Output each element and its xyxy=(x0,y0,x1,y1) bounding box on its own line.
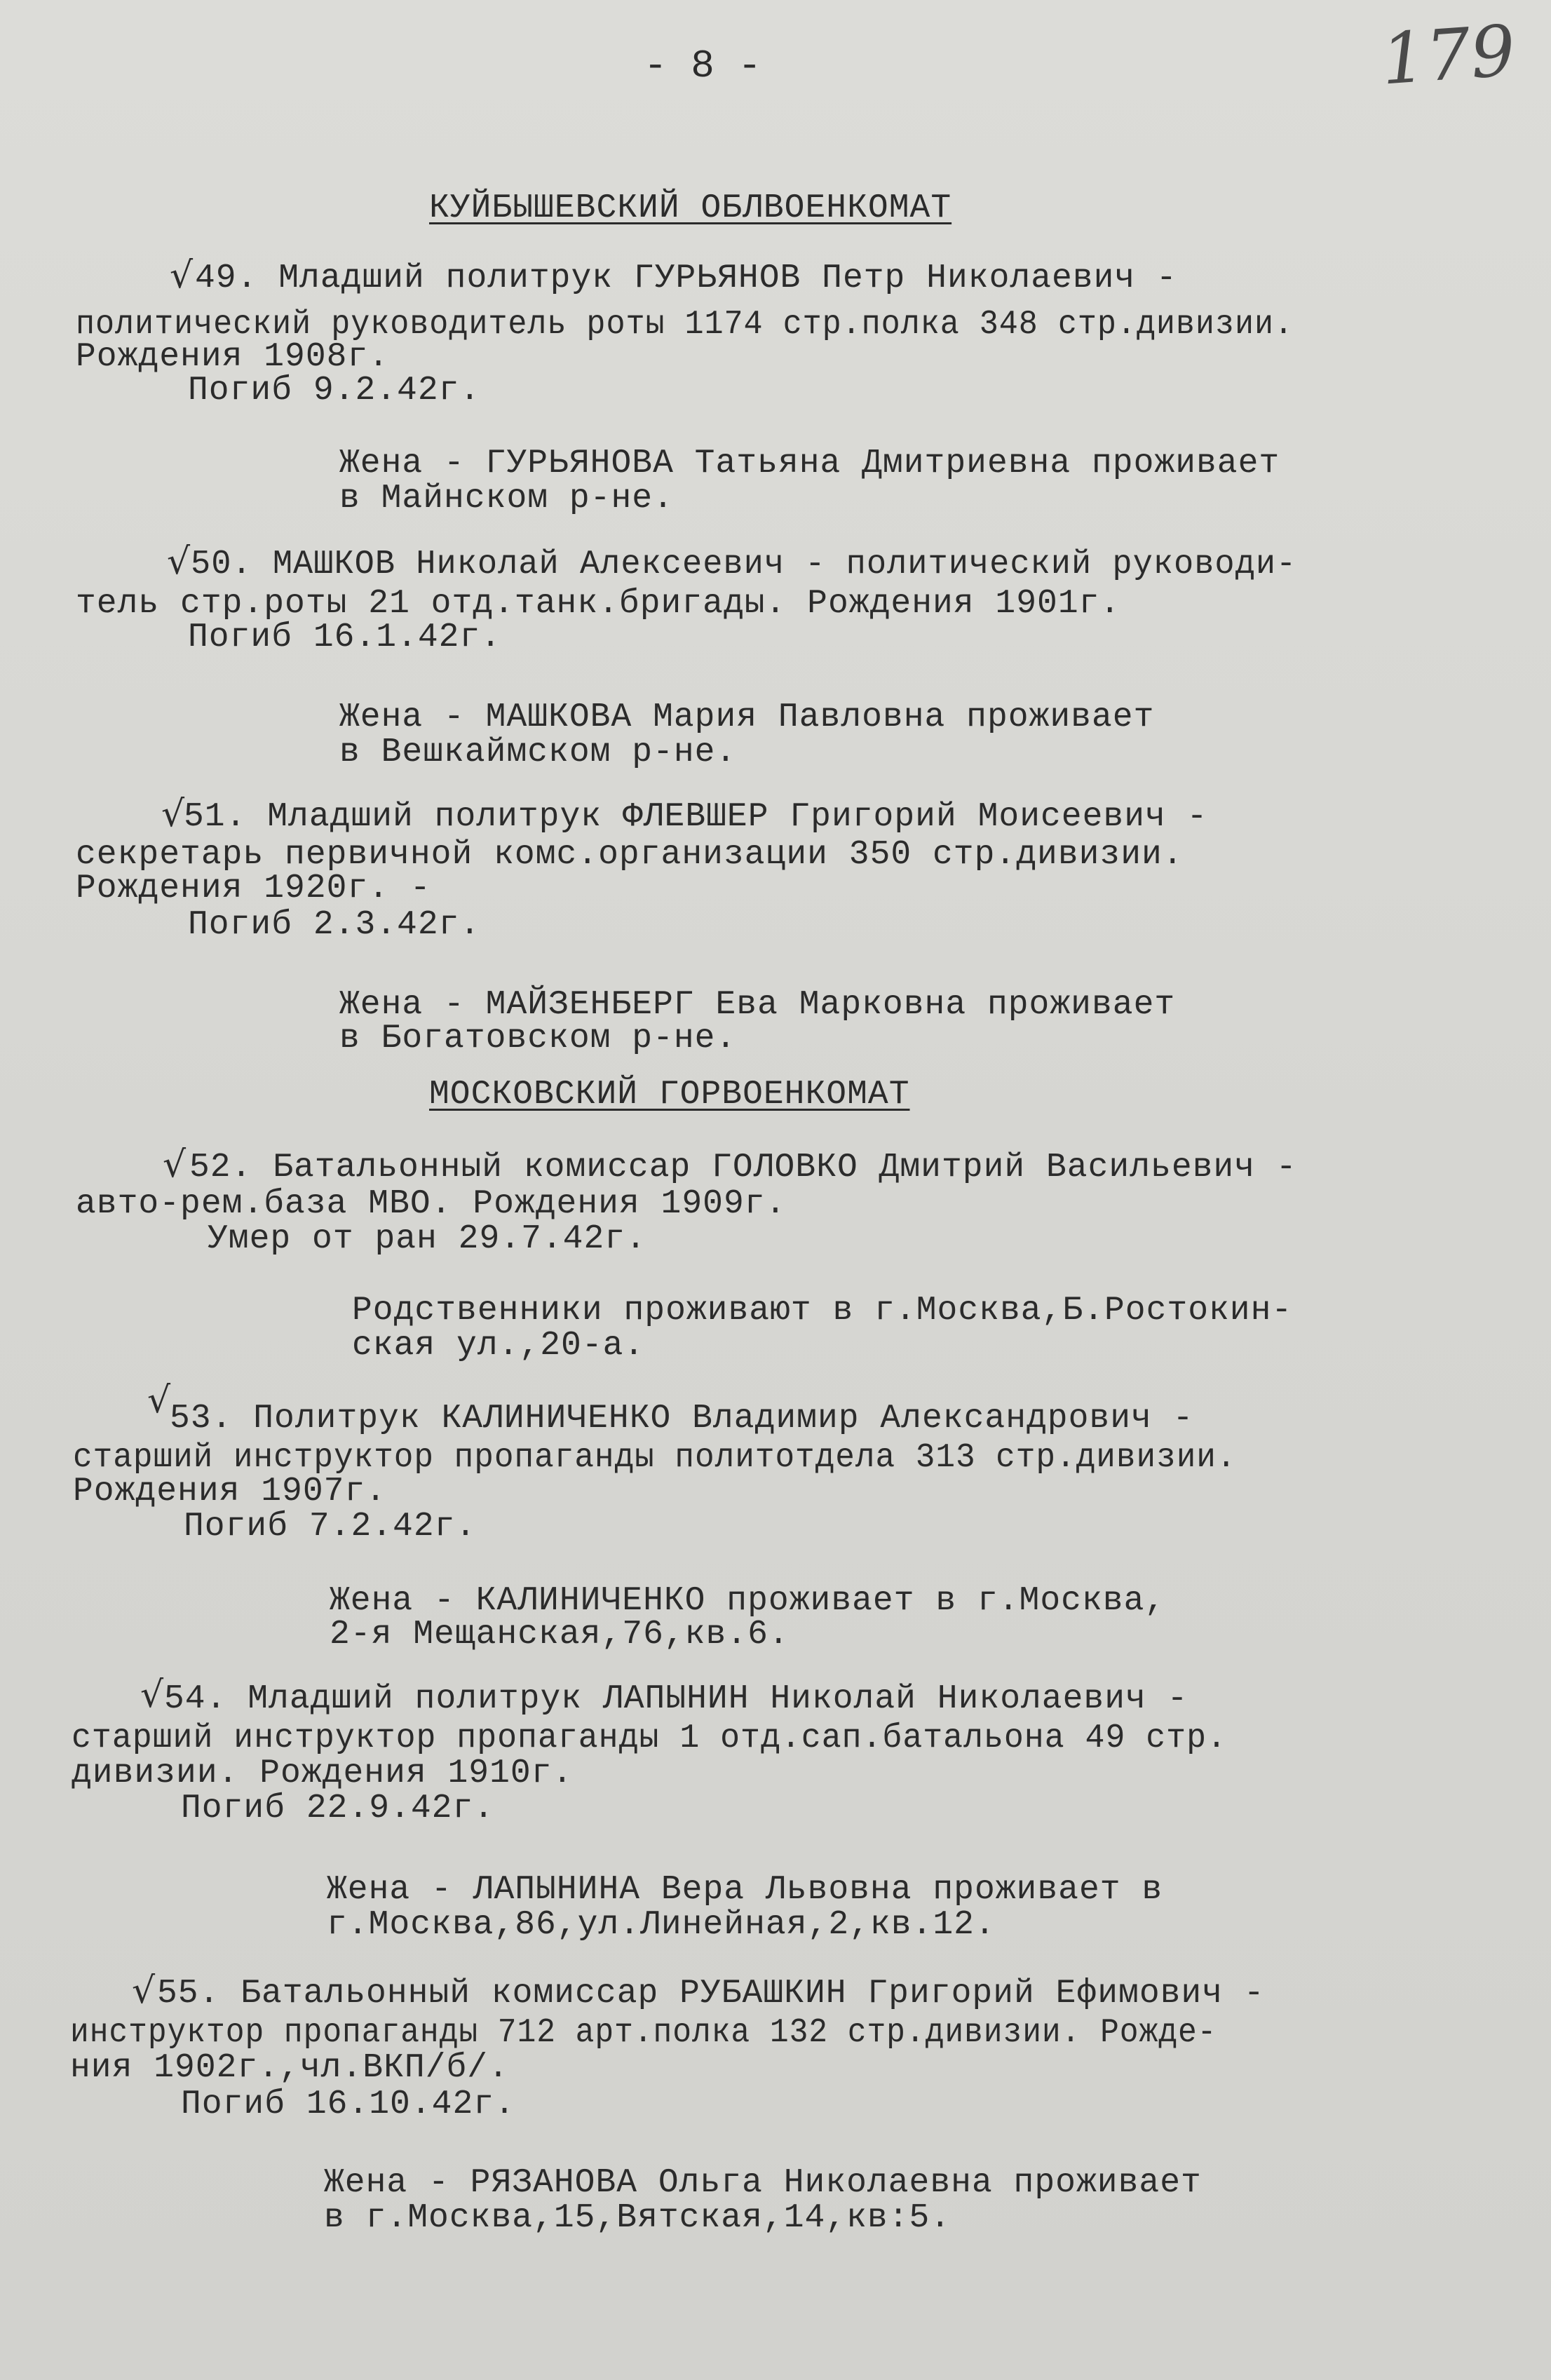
entry-line: Жена - МАШКОВА Мария Павловна проживает xyxy=(339,698,1155,736)
entry-line: Погиб 16.10.42г. xyxy=(181,2085,515,2123)
entry-line: в г.Москва,15,Вятская,14,кв:5. xyxy=(324,2199,951,2237)
entry-line: дивизии. Рождения 1910г. xyxy=(72,1754,574,1792)
check-mark: √ xyxy=(147,1379,172,1421)
entry-line: 2-я Мещанская,76,кв.6. xyxy=(330,1616,790,1654)
entry-line: в Вешкаймском р-не. xyxy=(339,733,737,771)
entry-line: в Майнском р-не. xyxy=(339,480,674,518)
entry-line: 53. Политрук КАЛИНИЧЕНКО Владимир Александрович - xyxy=(170,1400,1194,1438)
page-number: - 8 - xyxy=(644,43,762,88)
entry-line: ния 1902г.,чл.ВКП/б/. xyxy=(70,2049,509,2087)
entry-line: Жена - ЛАПЫНИНА Вера Львовна проживает в xyxy=(327,1871,1163,1909)
entry-line: тель стр.роты 21 отд.танк.бригады. Рождения 1901г. xyxy=(76,585,1121,623)
entry-line: Рождения 1920г. - xyxy=(76,870,431,907)
entry-line: Жена - РЯЗАНОВА Ольга Николаевна проживает xyxy=(324,2164,1202,2202)
entry-line: политический руководитель роты 1174 стр.полка 348 стр.дивизии. xyxy=(76,306,1294,344)
entry-line: 50. МАШКОВ Николай Алексеевич - политический руководи- xyxy=(191,546,1297,583)
entry-line: Погиб 2.3.42г. xyxy=(188,906,481,944)
entry-line: 54. Младший политрук ЛАПЫНИН Николай Николаевич - xyxy=(164,1680,1188,1718)
section-title: КУЙБЫШЕВСКИЙ ОБЛВОЕНКОМАТ xyxy=(429,189,952,227)
entry-line: 55. Батальонный комиссар РУБАШКИН Григорий Ефимович - xyxy=(157,1975,1265,2013)
entry-line: авто-рем.база МВО. Рождения 1909г. xyxy=(76,1185,787,1223)
entry-line: г.Москва,86,ул.Линейная,2,кв.12. xyxy=(327,1906,996,1944)
check-mark: √ xyxy=(167,541,191,583)
entry-line: 49. Младший политрук ГУРЬЯНОВ Петр Николаевич - xyxy=(195,259,1177,297)
entry-line: Погиб 22.9.42г. xyxy=(181,1790,495,1827)
check-mark: √ xyxy=(161,793,186,835)
entry-line: Жена - КАЛИНИЧЕНКО проживает в г.Москва, xyxy=(330,1582,1166,1620)
entry-line: Умер от ран 29.7.42г. xyxy=(208,1220,646,1258)
entry-line: Жена - ГУРЬЯНОВА Татьяна Дмитриевна проживает xyxy=(339,445,1280,482)
entry-line: Погиб 9.2.42г. xyxy=(188,372,481,410)
check-mark: √ xyxy=(163,1144,187,1186)
entry-line: 52. Батальонный комиссар ГОЛОВКО Дмитрий Васильевич - xyxy=(189,1149,1297,1186)
entry-line: в Богатовском р-не. xyxy=(339,1020,737,1057)
entry-line: ская ул.,20-а. xyxy=(352,1327,645,1365)
check-mark: √ xyxy=(140,1674,165,1716)
section-title: МОСКОВСКИЙ ГОРВОЕНКОМАТ xyxy=(429,1076,910,1114)
archive-number: 179 xyxy=(1379,9,1518,101)
entry-line: Рождения 1908г. xyxy=(76,338,390,376)
entry-line: Жена - МАЙЗЕНБЕРГ Ева Марковна проживает xyxy=(339,986,1176,1024)
entry-line: Погиб 7.2.42г. xyxy=(184,1508,477,1546)
entry-line: секретарь первичной комс.организации 350 стр.дивизии. xyxy=(76,836,1184,874)
entry-line: 51. Младший политрук ФЛЕВШЕР Григорий Моисеевич - xyxy=(184,798,1208,836)
entry-line: Погиб 16.1.42г. xyxy=(188,618,502,656)
check-mark: √ xyxy=(170,255,194,297)
entry-line: инструктор пропаганды 712 арт.полка 132 стр.дивизии. Рожде- xyxy=(70,2014,1217,2052)
entry-line: старший инструктор пропаганды политотдела 313 стр.дивизии. xyxy=(73,1439,1237,1477)
entry-line: Родственники проживают в г.Москва,Б.Ростокин- xyxy=(352,1292,1293,1330)
check-mark: √ xyxy=(132,1970,156,2012)
entry-line: Рождения 1907г. xyxy=(73,1473,387,1510)
entry-line: старший инструктор пропаганды 1 отд.сап.батальона 49 стр. xyxy=(72,1719,1227,1757)
